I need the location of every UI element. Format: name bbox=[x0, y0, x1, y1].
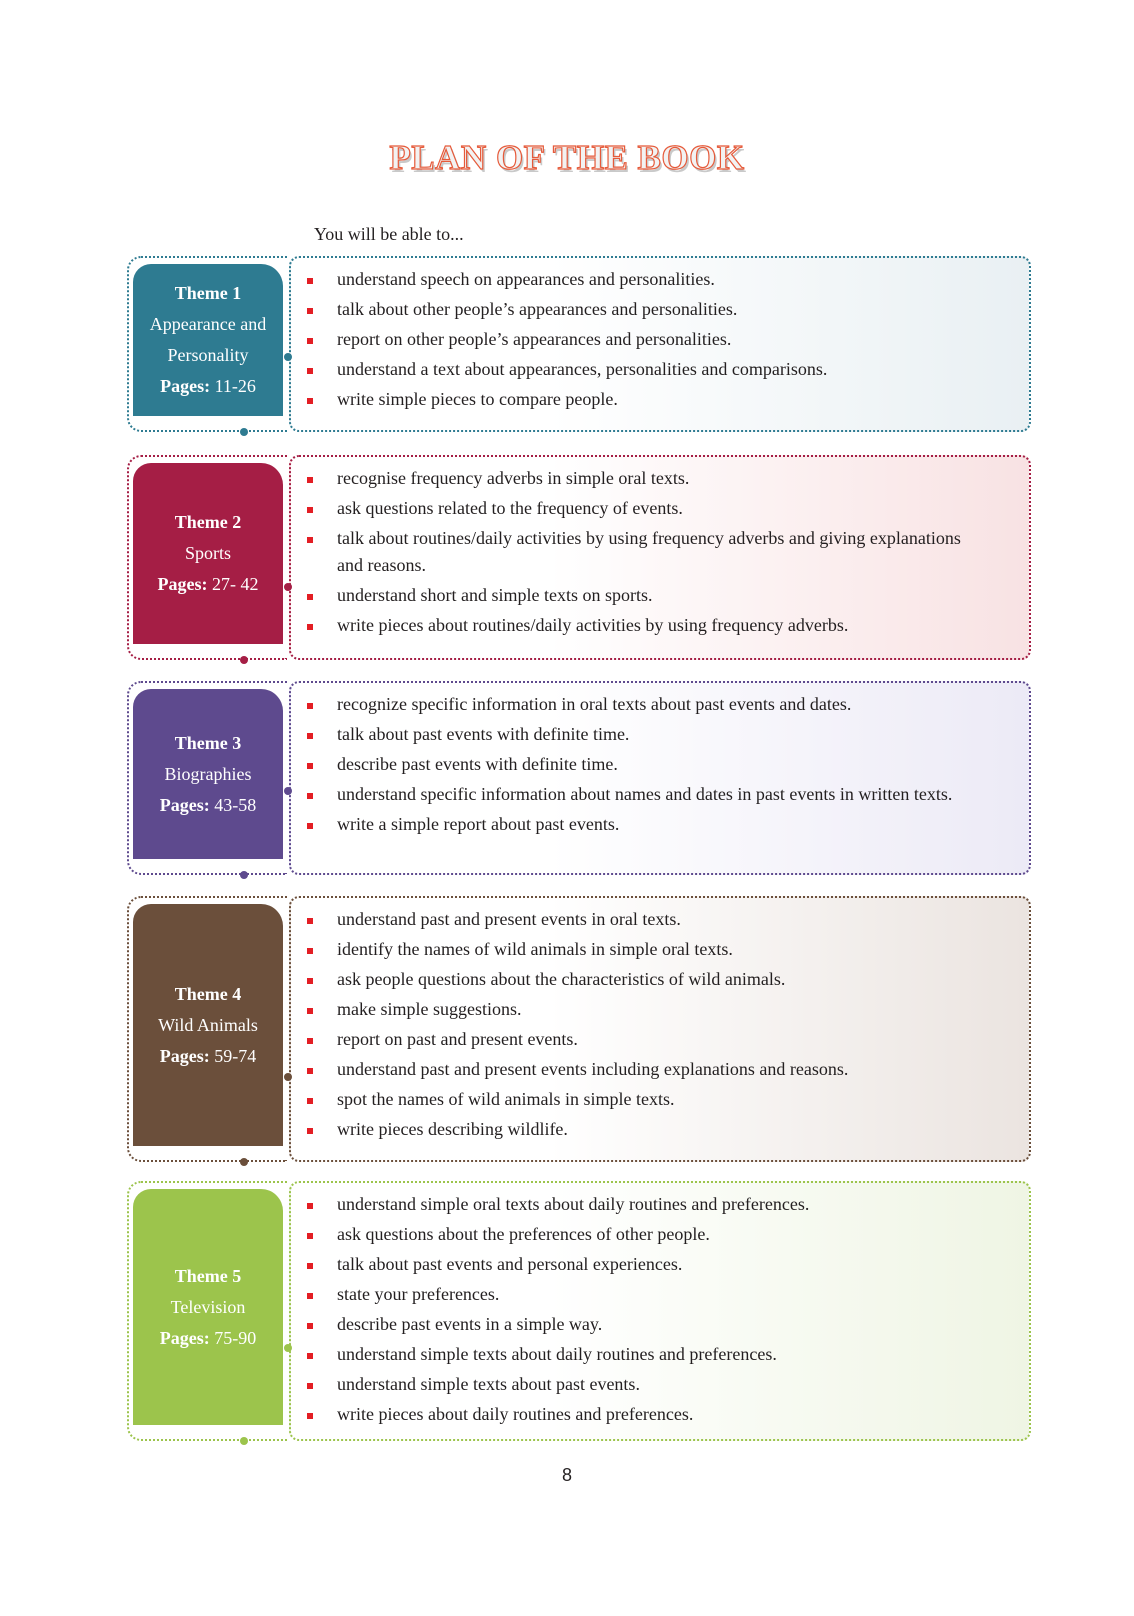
objective-item bbox=[305, 525, 991, 579]
bullet-icon bbox=[307, 1383, 313, 1389]
bullet-icon bbox=[307, 918, 313, 924]
bullet-icon bbox=[307, 278, 313, 284]
objective-text: talk about past events with definite time. bbox=[337, 724, 630, 744]
theme-section-1 bbox=[127, 256, 1031, 432]
pages-range: 27- 42 bbox=[211, 574, 259, 594]
bullet-icon bbox=[307, 1038, 313, 1044]
bullet-icon bbox=[307, 1323, 313, 1329]
objective-text: understand simple oral texts about daily routines and preferences. bbox=[337, 1194, 810, 1214]
objective-item bbox=[305, 811, 991, 838]
objective-item bbox=[305, 296, 991, 323]
bullet-icon bbox=[307, 1008, 313, 1014]
objective-item bbox=[305, 612, 991, 639]
objective-text: understand speech on appearances and personalities. bbox=[337, 269, 715, 289]
objective-text: report on past and present events. bbox=[337, 1029, 578, 1049]
objective-text: recognise frequency adverbs in simple oral texts. bbox=[337, 468, 690, 488]
bullet-icon bbox=[307, 763, 313, 769]
objective-text: write a simple report about past events. bbox=[337, 814, 620, 834]
objective-item bbox=[305, 1281, 991, 1308]
theme-section-2 bbox=[127, 455, 1031, 660]
theme-name: Wild Animals bbox=[158, 1014, 258, 1035]
pages-label: Pages: bbox=[159, 794, 210, 815]
objective-text: understand simple texts about past events. bbox=[337, 1374, 640, 1394]
connector-dot bbox=[240, 428, 248, 436]
objective-text: understand past and present events including explanations and reasons. bbox=[337, 1059, 849, 1079]
objective-text: spot the names of wild animals in simple texts. bbox=[337, 1089, 675, 1109]
theme-pages bbox=[160, 1323, 256, 1354]
bullet-icon bbox=[307, 507, 313, 513]
bullet-icon bbox=[307, 1068, 313, 1074]
objective-item bbox=[305, 721, 991, 748]
objective-item bbox=[305, 386, 991, 413]
objective-text: write simple pieces to compare people. bbox=[337, 389, 618, 409]
objectives-list bbox=[305, 465, 991, 642]
objective-item bbox=[305, 1341, 991, 1368]
objective-item bbox=[305, 356, 991, 383]
theme-label: Theme 2 bbox=[174, 512, 242, 532]
connector-dot bbox=[284, 1073, 292, 1081]
theme-section-5 bbox=[127, 1181, 1031, 1441]
theme-section-3 bbox=[127, 681, 1031, 875]
objective-item bbox=[305, 1221, 991, 1248]
objective-item bbox=[305, 582, 991, 609]
bullet-icon bbox=[307, 368, 313, 374]
theme-pages bbox=[158, 569, 259, 600]
objective-item bbox=[305, 1191, 991, 1218]
objective-item bbox=[305, 751, 991, 778]
bullet-icon bbox=[307, 978, 313, 984]
theme-name: Television bbox=[170, 1296, 246, 1317]
objective-item bbox=[305, 936, 991, 963]
theme-label: Theme 4 bbox=[174, 983, 242, 1004]
connector-dot bbox=[284, 1344, 292, 1352]
bullet-icon bbox=[307, 1293, 313, 1299]
theme-card bbox=[133, 904, 283, 1146]
bullet-icon bbox=[307, 1233, 313, 1239]
objectives-list bbox=[305, 906, 991, 1146]
objective-text: write pieces about routines/daily activities by using frequency adverbs. bbox=[337, 615, 849, 635]
objective-item bbox=[305, 996, 991, 1023]
bullet-icon bbox=[307, 1413, 313, 1419]
bullet-icon bbox=[307, 703, 313, 709]
objective-text: ask questions about the preferences of other people. bbox=[337, 1224, 710, 1244]
objective-text: talk about other people’s appearances and personalities. bbox=[337, 299, 738, 319]
objective-item bbox=[305, 906, 991, 933]
objective-text: make simple suggestions. bbox=[337, 999, 522, 1019]
theme-label: Theme 5 bbox=[174, 1265, 242, 1286]
objective-item bbox=[305, 326, 991, 353]
objective-item bbox=[305, 1311, 991, 1338]
objective-text: talk about past events and personal experiences. bbox=[337, 1254, 683, 1274]
pages-range: 43-58 bbox=[214, 794, 257, 815]
objective-item bbox=[305, 1251, 991, 1278]
connector-dot bbox=[240, 656, 248, 664]
objective-text: state your preferences. bbox=[337, 1284, 500, 1304]
objective-text: understand a text about appearances, personalities and comparisons. bbox=[337, 359, 828, 379]
bullet-icon bbox=[307, 793, 313, 799]
pages-label: Pages: bbox=[160, 376, 211, 396]
theme-card bbox=[133, 689, 283, 859]
objective-text: understand past and present events in oral texts. bbox=[337, 909, 681, 929]
theme-name: Sports bbox=[184, 543, 231, 563]
theme-card bbox=[133, 463, 283, 644]
objective-item bbox=[305, 691, 991, 718]
bullet-icon bbox=[307, 537, 313, 543]
objective-text: write pieces about daily routines and preferences. bbox=[337, 1404, 694, 1424]
bullet-icon bbox=[307, 823, 313, 829]
bullet-icon bbox=[307, 338, 313, 344]
bullet-icon bbox=[307, 1353, 313, 1359]
objectives-list bbox=[305, 1191, 991, 1431]
bullet-icon bbox=[307, 733, 313, 739]
objective-text: describe past events with definite time. bbox=[337, 754, 618, 774]
bullet-icon bbox=[307, 1203, 313, 1209]
objective-item bbox=[305, 1026, 991, 1053]
theme-pages bbox=[160, 790, 256, 821]
objective-text: ask questions related to the frequency of events. bbox=[337, 498, 683, 518]
connector-dot bbox=[284, 583, 292, 591]
bullet-icon bbox=[307, 624, 313, 630]
theme-name: Biographies bbox=[164, 763, 252, 784]
objective-item bbox=[305, 465, 991, 492]
objective-text: recognize specific information in oral texts about past events and dates. bbox=[337, 694, 852, 714]
objective-item bbox=[305, 966, 991, 993]
page-number: 8 bbox=[561, 1465, 572, 1485]
objective-item bbox=[305, 1116, 991, 1143]
pages-label: Pages: bbox=[157, 574, 208, 594]
page-title: PLAN OF THE BOOK bbox=[389, 138, 745, 177]
connector-dot bbox=[284, 353, 292, 361]
theme-label: Theme 1 bbox=[174, 283, 242, 303]
objective-text: talk about routines/daily activities by using frequency adverbs and giving explanations and reasons. bbox=[337, 528, 961, 575]
objective-text: write pieces describing wildlife. bbox=[337, 1119, 568, 1139]
objective-text: identify the names of wild animals in simple oral texts. bbox=[337, 939, 733, 959]
connector-dot bbox=[240, 871, 248, 879]
theme-pages bbox=[160, 371, 256, 402]
objective-text: describe past events in a simple way. bbox=[337, 1314, 603, 1334]
objective-item bbox=[305, 495, 991, 522]
objective-item bbox=[305, 781, 991, 808]
objectives-list bbox=[305, 691, 991, 841]
bullet-icon bbox=[307, 948, 313, 954]
pages-range: 75-90 bbox=[214, 1327, 257, 1348]
bullet-icon bbox=[307, 1128, 313, 1134]
objective-text: report on other people’s appearances and personalities. bbox=[337, 329, 732, 349]
bullet-icon bbox=[307, 1263, 313, 1269]
theme-card bbox=[133, 1189, 283, 1425]
bullet-icon bbox=[307, 308, 313, 314]
theme-pages bbox=[160, 1041, 256, 1072]
objective-text: understand specific information about names and dates in past events in written texts. bbox=[337, 784, 953, 804]
connector-dot bbox=[240, 1158, 248, 1166]
connector-dot bbox=[284, 787, 292, 795]
pages-label: Pages: bbox=[159, 1327, 210, 1348]
theme-section-4 bbox=[127, 896, 1031, 1162]
intro-text: You will be able to... bbox=[314, 224, 464, 244]
bullet-icon bbox=[307, 594, 313, 600]
objective-item bbox=[305, 1086, 991, 1113]
objective-item bbox=[305, 1056, 991, 1083]
theme-name: Appearance and Personality bbox=[149, 314, 267, 365]
bullet-icon bbox=[307, 398, 313, 404]
bullet-icon bbox=[307, 477, 313, 483]
objective-item bbox=[305, 1401, 991, 1428]
objective-text: understand short and simple texts on sports. bbox=[337, 585, 653, 605]
objective-item bbox=[305, 266, 991, 293]
objective-text: ask people questions about the characteristics of wild animals. bbox=[337, 969, 786, 989]
objective-text: understand simple texts about daily routines and preferences. bbox=[337, 1344, 777, 1364]
theme-card bbox=[133, 264, 283, 416]
pages-label: Pages: bbox=[159, 1045, 210, 1066]
pages-range: 59-74 bbox=[214, 1045, 257, 1066]
pages-range: 11-26 bbox=[214, 376, 256, 396]
objectives-list bbox=[305, 266, 991, 416]
objective-item bbox=[305, 1371, 991, 1398]
bullet-icon bbox=[307, 1098, 313, 1104]
theme-label: Theme 3 bbox=[174, 732, 242, 753]
connector-dot bbox=[240, 1437, 248, 1445]
